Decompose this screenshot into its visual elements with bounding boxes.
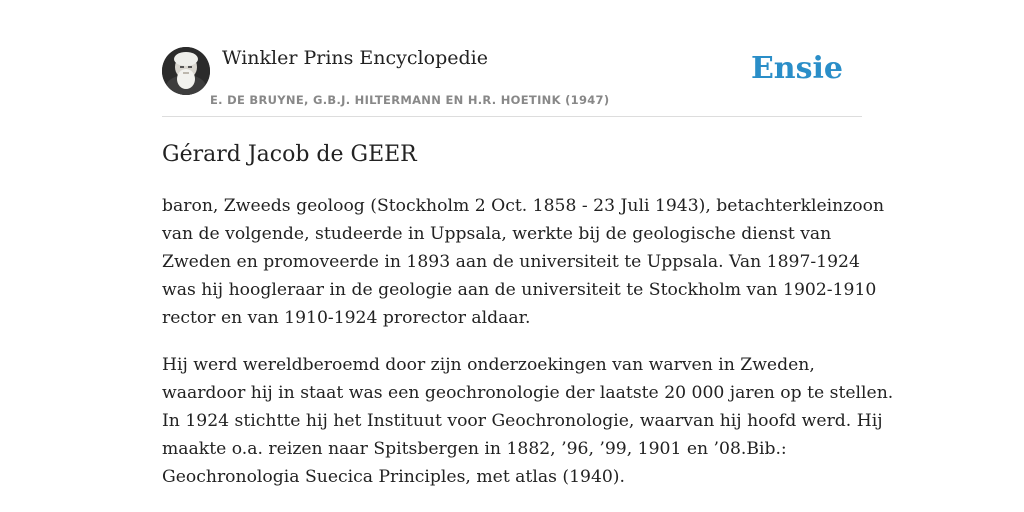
paragraph-line: van de volgende, studeerde in Uppsala, werkte bij de geologische dienst van xyxy=(162,224,832,244)
article-body xyxy=(162,192,894,510)
paragraph-line: rector en van 1910-1924 prorector aldaar. xyxy=(162,308,531,328)
paragraph-line: maakte o.a. reizen naar Spitsbergen in 1882, ’96, ’99, 1901 en ’08.Bib.: xyxy=(162,439,787,459)
publication-authors: E. DE BRUYNE, G.B.J. HILTERMANN EN H.R. HOETINK (1947) xyxy=(210,93,610,107)
ensie-logo-link[interactable]: Ensie xyxy=(750,51,843,86)
paragraph-line: Geochronologia Suecica Principles, met atlas (1940). xyxy=(162,467,625,487)
site-header xyxy=(162,46,862,117)
publication-title[interactable]: Winkler Prins Encyclopedie xyxy=(222,47,488,69)
paragraph-line: Zweden en promoveerde in 1893 aan de universiteit te Uppsala. Van 1897-1924 xyxy=(162,252,860,272)
article-paragraph xyxy=(162,192,885,332)
paragraph-line: In 1924 stichtte hij het Instituut voor Geochronologie, waarvan hij hoofd werd. Hij xyxy=(162,411,883,431)
paragraph-line: was hij hoogleraar in de geologie aan de universiteit te Stockholm van 1902-1910 xyxy=(162,280,877,300)
article-title: Gérard Jacob de GEER xyxy=(162,142,417,167)
paragraph-line: baron, Zweeds geoloog (Stockholm 2 Oct. 1858 - 23 Juli 1943), betachterkleinzoon xyxy=(162,196,885,216)
article-paragraph xyxy=(162,351,894,491)
author-avatar[interactable] xyxy=(162,47,210,95)
portrait-icon xyxy=(162,47,210,95)
paragraph-line: waardoor hij in staat was een geochronologie der laatste 20 000 jaren op te stellen. xyxy=(162,383,894,403)
paragraph-line: Hij werd wereldberoemd door zijn onderzoekingen van warven in Zweden, xyxy=(162,355,815,375)
